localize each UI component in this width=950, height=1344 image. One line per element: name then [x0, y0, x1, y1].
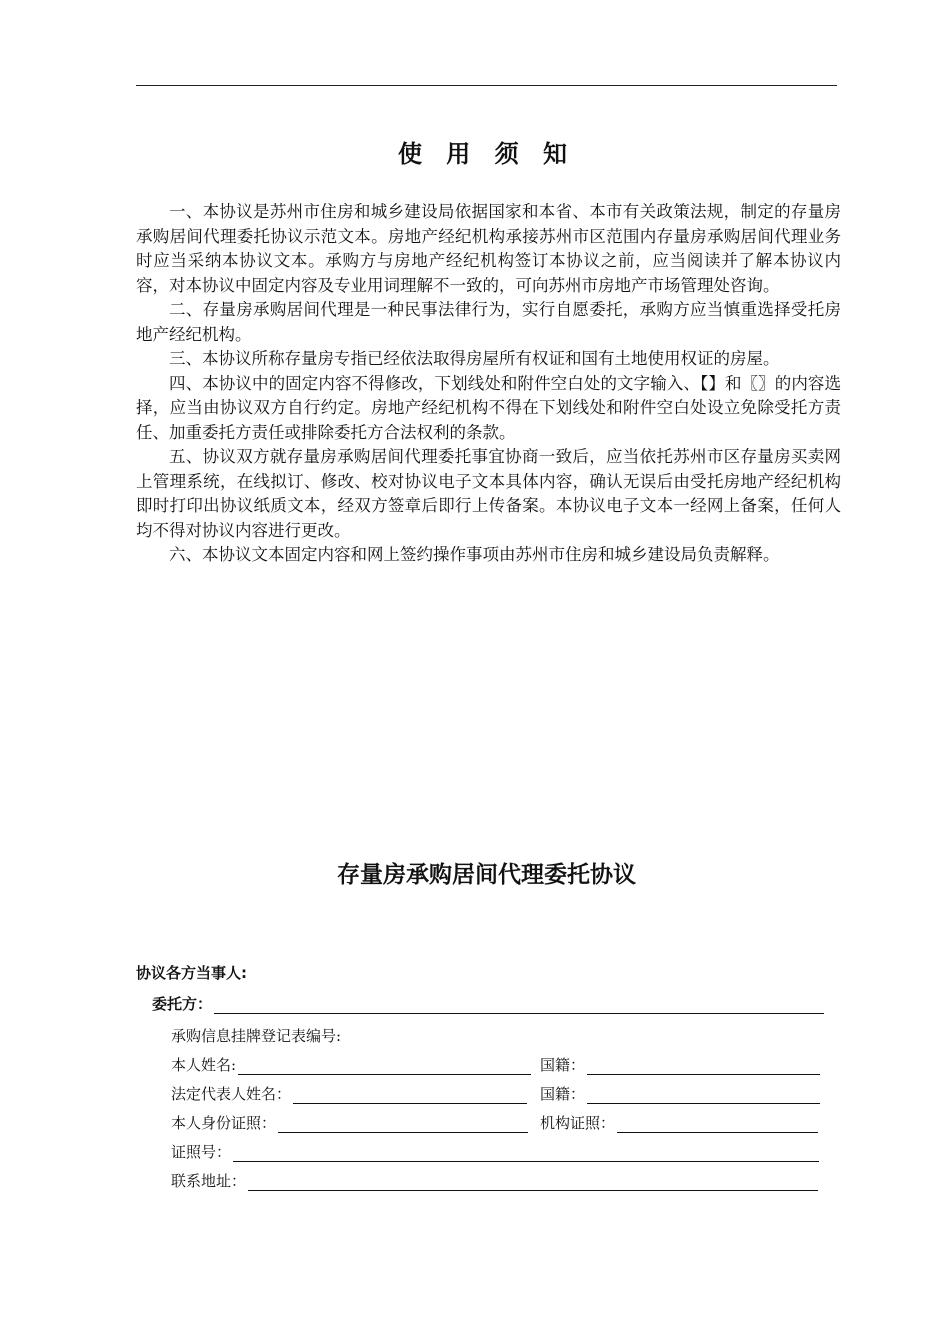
nationality-label-2: 国籍：: [540, 1085, 586, 1103]
cert-no-field[interactable]: [233, 1144, 819, 1162]
id-label: 本人身份证照：: [171, 1114, 277, 1132]
registration-no-label: 承购信息挂牌登记表编号:: [171, 1027, 342, 1045]
header-rule: [136, 85, 837, 86]
org-cert-label: 机构证照：: [540, 1114, 616, 1132]
id-field[interactable]: [278, 1115, 528, 1133]
name-label: 本人姓名:: [171, 1056, 237, 1074]
principal-field[interactable]: [214, 996, 824, 1014]
address-field[interactable]: [248, 1173, 818, 1191]
address-label: 联系地址：: [171, 1172, 247, 1190]
notice-body: [136, 200, 841, 568]
org-cert-row: [540, 1113, 818, 1133]
nationality-field-2[interactable]: [587, 1086, 820, 1104]
nationality-row-2: [540, 1084, 820, 1104]
notice-paragraph-5: 五、协议双方就存量房承购居间代理委托事宜协商一致后，应当依托苏州市区存量房买卖网上管理系统，在线拟订、修改、校对协议电子文本具体内容，确认无误后由受托房地产经纪机构即时打印出协议纸质文本，经双方签章后即行上传备案。本协议电子文本一经网上备案，任何人均不得对协议内容进行更改。: [136, 447, 841, 540]
agreement-title: 存量房承购居间代理委托协议: [337, 862, 636, 888]
notice-title: 使 用 须 知: [397, 140, 576, 168]
notice-paragraph-4: 四、本协议中的固定内容不得修改，下划线处和附件空白处的文字输入、【】和〖〗的内容选择，应当由协议双方自行约定。房地产经纪机构不得在下划线处和附件空白处设立免除受托方责任、加重委托方责任或排除委托方合法权利的条款。: [136, 373, 841, 442]
nationality-row-1: [540, 1055, 820, 1075]
registration-row: [171, 1026, 341, 1046]
id-row: [171, 1113, 528, 1133]
cert-no-row: [171, 1142, 819, 1162]
org-cert-field[interactable]: [617, 1115, 818, 1133]
nationality-label-1: 国籍：: [540, 1056, 586, 1074]
parties-label: 协议各方当事人:: [136, 964, 247, 982]
legal-rep-field[interactable]: [293, 1086, 527, 1104]
legal-rep-label: 法定代表人姓名：: [171, 1085, 292, 1103]
principal-row: [152, 994, 824, 1014]
notice-paragraph-6: 六、本协议文本固定内容和网上签约操作事项由苏州市住房和城乡建设局负责解释。: [169, 545, 780, 564]
name-field[interactable]: [238, 1057, 531, 1075]
nationality-field-1[interactable]: [587, 1057, 820, 1075]
principal-label: 委托方：: [152, 995, 213, 1013]
notice-paragraph-1: 一、本协议是苏州市住房和城乡建设局依据国家和本省、本市有关政策法规，制定的存量房承购居间代理委托协议示范文本。房地产经纪机构承接苏州市区范围内存量房承购居间代理业务时应当采纳本协议文本。承购方与房地产经纪机构签订本协议之前，应当阅读并了解本协议内容，对本协议中固定内容及专业用词理解不一致的，可向苏州市房地产市场管理处咨询。: [136, 202, 841, 295]
address-row: [171, 1171, 818, 1191]
legal-rep-row: [171, 1084, 527, 1104]
name-row: [171, 1055, 531, 1075]
cert-no-label: 证照号：: [171, 1143, 232, 1161]
notice-paragraph-2: 二、存量房承购居间代理是一种民事法律行为，实行自愿委托，承购方应当慎重选择受托房地产经纪机构。: [136, 300, 841, 344]
notice-paragraph-3: 三、本协议所称存量房专指已经依法取得房屋所有权证和国有土地使用权证的房屋。: [169, 349, 780, 368]
